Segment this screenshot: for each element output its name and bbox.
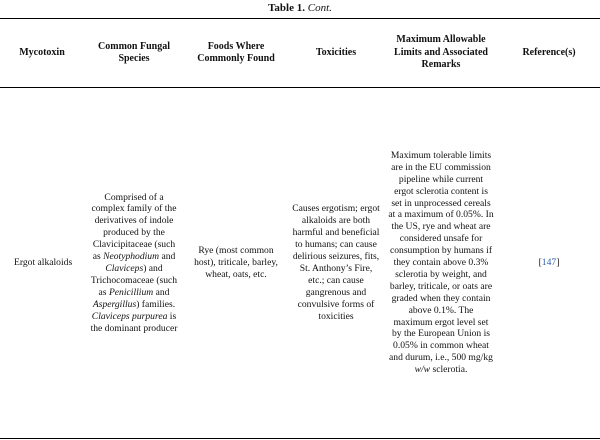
- limits-text: Maximum tolerable limits are in the EU commission pipeline while current ergot sclerotia content is set in unprocessed cereals at a maximum of 0.05%. In the US, rye and wheat are considered unsafe for consumption by humans if they contain above 0.3% sclerotia by weight, and barley, triticale, or oats are graded when they contain above 0.1%. The maximum ergot level set by the European Union is 0.05% in common wheat and durum, i.e., 500 mg/kg: [388, 149, 494, 364]
- species-text-5: ) families.: [136, 298, 176, 310]
- header-fungal-species: Common Fungal Species: [98, 40, 170, 64]
- header-references: Reference(s): [522, 46, 576, 58]
- reference-open-bracket: [: [538, 257, 542, 269]
- table-label: Table 1.: [268, 2, 305, 14]
- species-genus-penicillium: Penicillium: [108, 286, 154, 298]
- header-row: [0, 19, 600, 88]
- species-text-2: and: [159, 251, 176, 263]
- table-caption: [0, 0, 600, 18]
- cell-mycotoxin: Ergot alkaloids: [14, 257, 73, 269]
- header-toxicities: Toxicities: [315, 46, 357, 58]
- cell-limits: [384, 88, 498, 439]
- table-row: [0, 88, 600, 439]
- reference-link-147[interactable]: 147: [541, 257, 557, 269]
- species-genus-claviceps: Claviceps: [105, 263, 144, 274]
- cell-foods: Rye (most common host), triticale, barley, wheat, oats, etc.: [194, 245, 278, 280]
- species-text-4: and: [153, 286, 170, 298]
- reference-close-bracket: ]: [556, 257, 560, 269]
- mycotoxin-table: [0, 18, 600, 439]
- limits-unit-ww: w/w: [414, 364, 431, 376]
- limits-text-end: sclerotia.: [430, 364, 468, 376]
- species-genus-neotyphodium: Neotyphodium: [103, 251, 160, 263]
- species-text-1: Comprised of a complex family of the derivatives of indole produced by the Clavicipitaceae (such as: [91, 191, 177, 263]
- cell-species: [84, 88, 184, 439]
- header-mycotoxin: Mycotoxin: [19, 46, 65, 58]
- header-limits: Maximum Allowable Limits and Associated Remarks: [394, 34, 488, 71]
- species-text-3: ) and Trichocomaceae (such as: [90, 263, 178, 298]
- species-claviceps-purpurea: Claviceps purpurea: [91, 310, 168, 322]
- cell-reference: [498, 88, 600, 439]
- header-foods: Foods Where Commonly Found: [197, 40, 275, 64]
- species-genus-aspergillus: Aspergillus: [92, 298, 137, 310]
- species-text-6: is the dominant producer: [90, 310, 178, 334]
- table-continuation: Cont.: [307, 2, 332, 14]
- cell-toxicities: Causes ergotism; ergot alkaloids are both harmful and beneficial to humans; can cause delirious seizures, fits, St. Anthony’s Fire, etc.; can cause gangrenous and convulsive forms of toxicities: [292, 203, 380, 322]
